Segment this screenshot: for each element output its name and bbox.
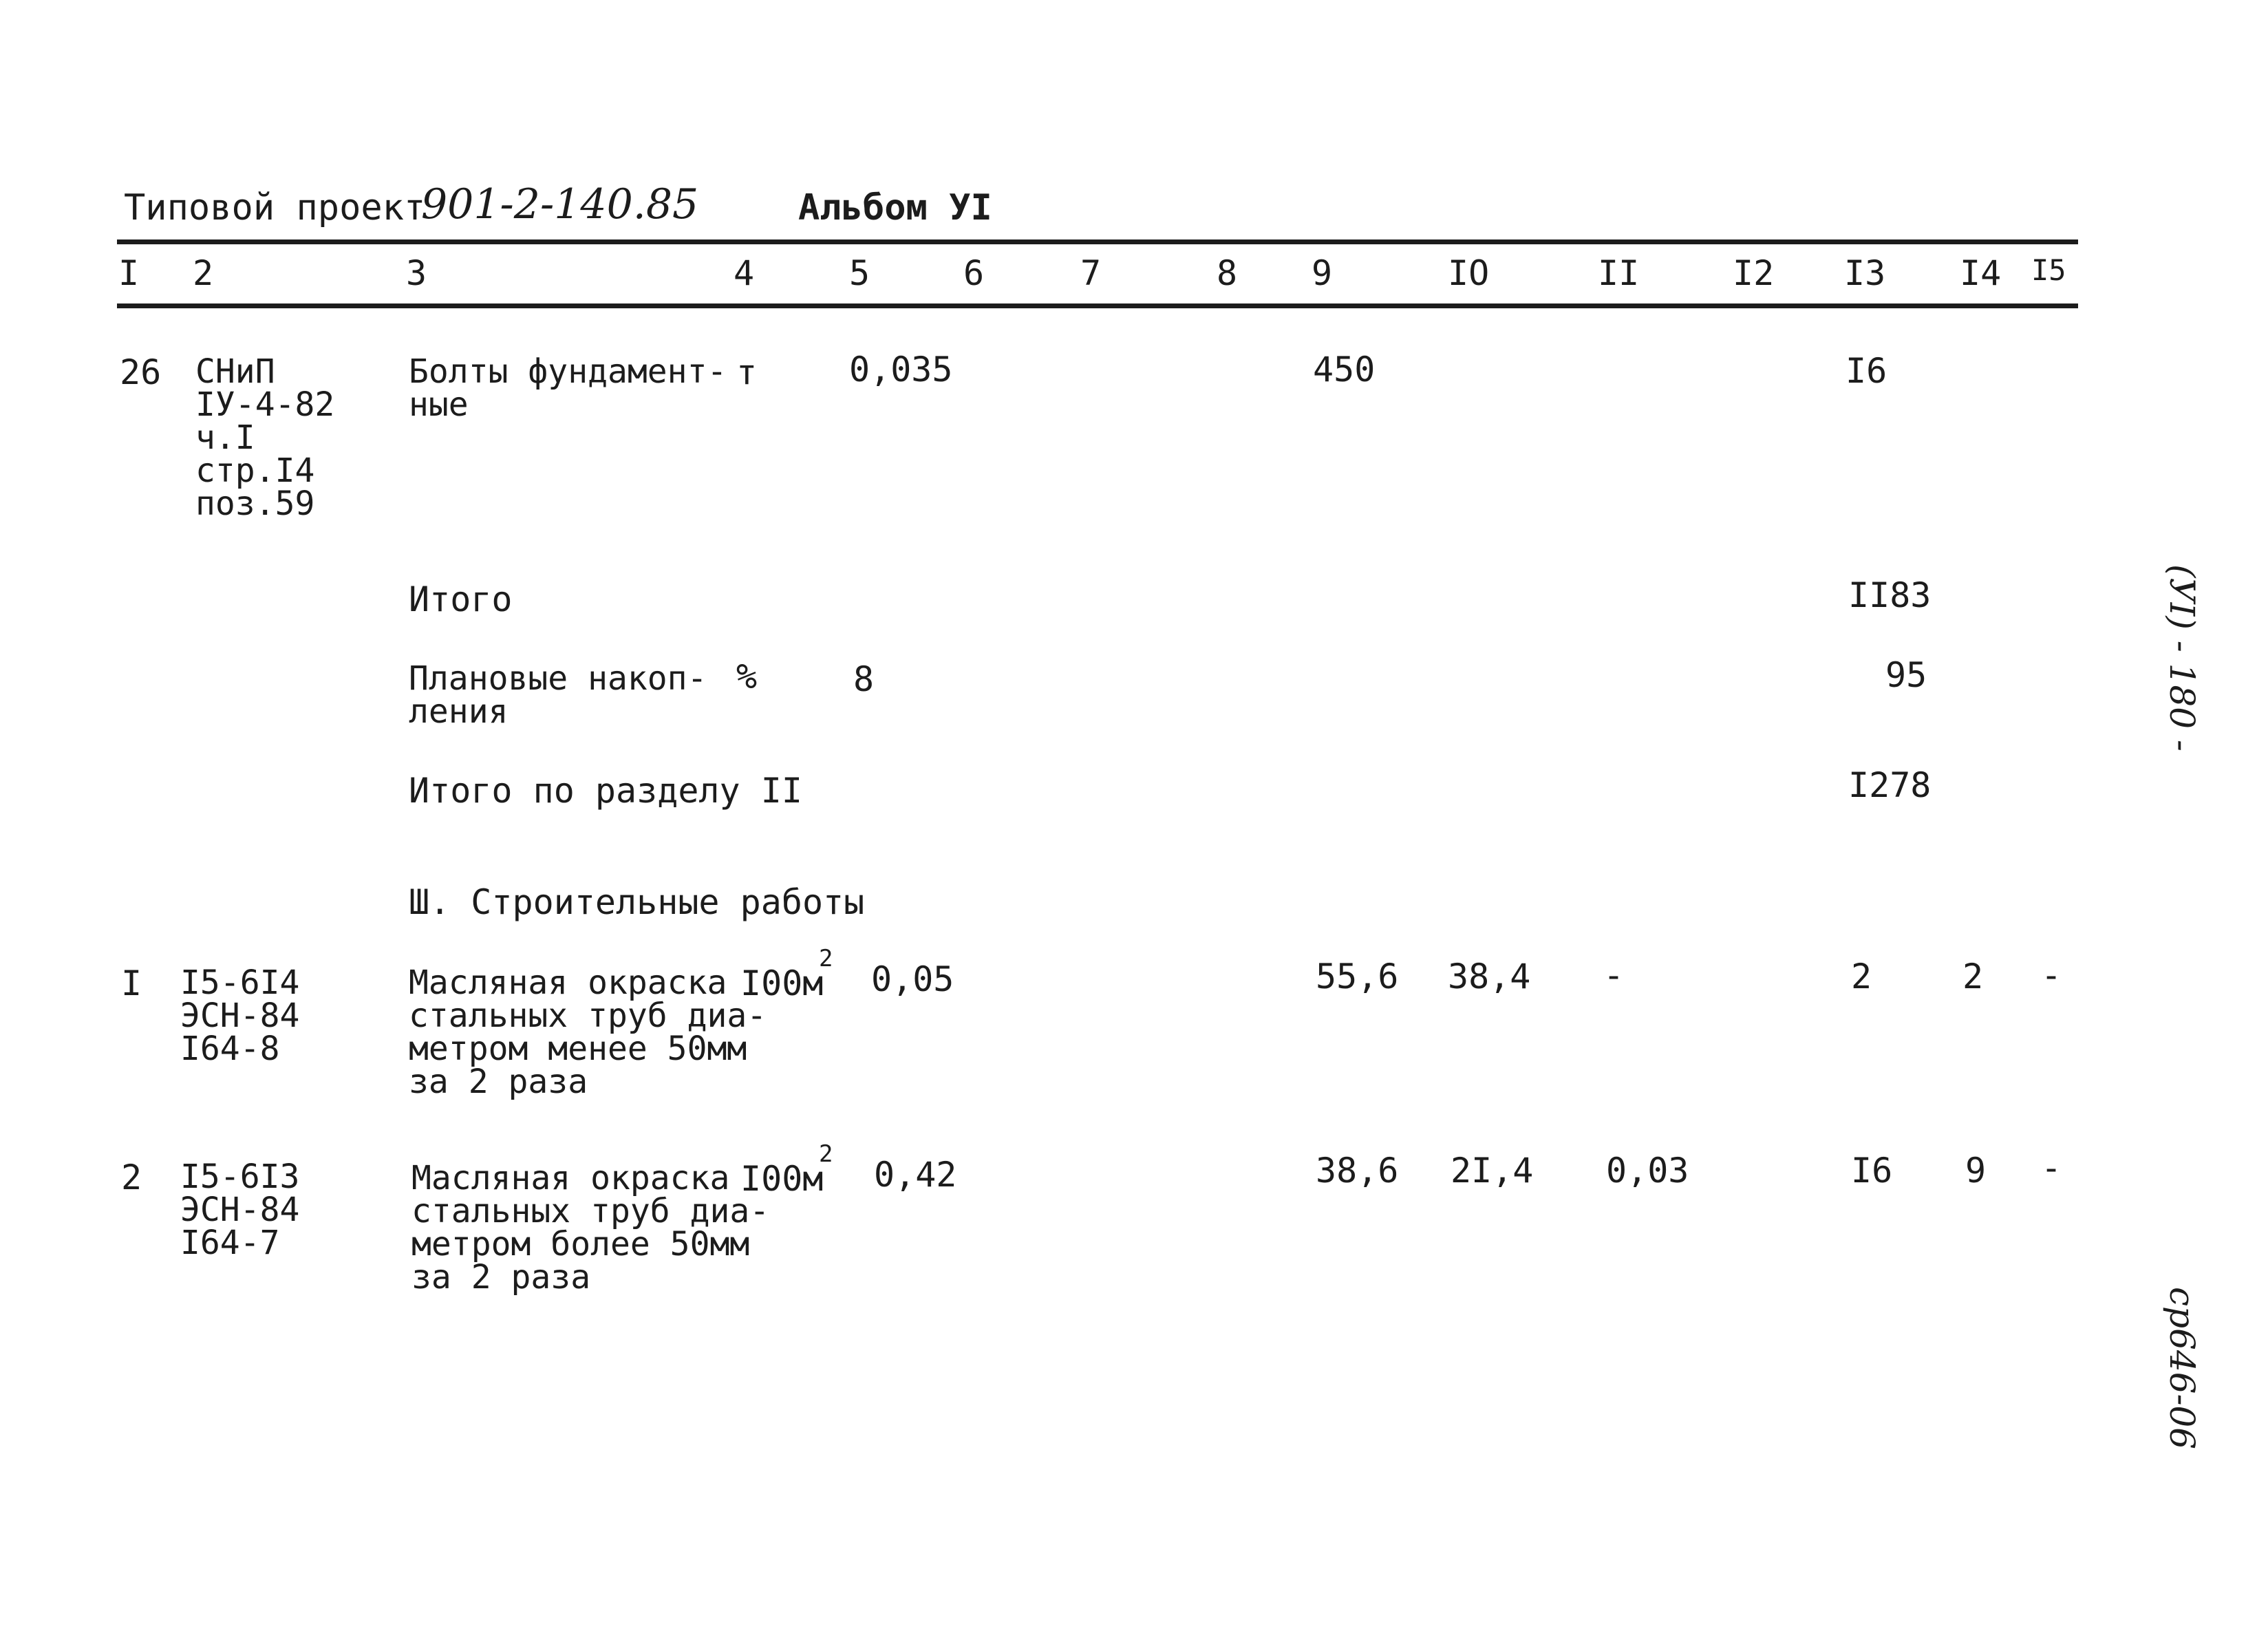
album-label: Альбом УI <box>798 187 992 228</box>
subtotal-label: Итого <box>409 579 513 619</box>
row-number: 26 <box>120 352 162 392</box>
project-label: Типовой проект <box>124 187 426 228</box>
row-qty: 0,035 <box>849 350 953 390</box>
row-col13: I6 <box>1846 351 1887 391</box>
header-bottom-rule <box>117 303 2078 308</box>
row-name: Болты фундамент- ные <box>409 352 727 424</box>
row-col9: 450 <box>1313 350 1376 390</box>
margin-archive-code: ср646-06 <box>2162 1287 2202 1449</box>
row-code: I5-6I4 ЭСН-84 I64-8 <box>180 963 300 1068</box>
section-total-label: Итого по разделу II <box>409 771 802 811</box>
row-code: I5-6I3 ЭСН-84 I64-7 <box>180 1158 300 1262</box>
col-num-14: I4 <box>1960 253 2002 293</box>
col-num-8: 8 <box>1217 253 1238 293</box>
col-num-3: 3 <box>406 253 427 293</box>
row-code: СНиП IУ-4-82 ч.I стр.I4 поз.59 <box>195 352 335 523</box>
col-num-12: I2 <box>1733 253 1775 293</box>
planned-savings-unit: % <box>736 657 758 696</box>
row-name: Масляная окраска стальных труб диа- метром более 50мм за 2 раза <box>411 1159 770 1297</box>
row-number: I <box>121 963 142 1003</box>
row-col14: 2 <box>1962 957 1984 996</box>
col-num-13: I3 <box>1844 253 1886 293</box>
row-qty: 0,42 <box>874 1155 957 1195</box>
col-num-11: II <box>1598 253 1640 293</box>
row-col15: - <box>2041 955 2062 995</box>
row-col10: 38,4 <box>1448 957 1531 996</box>
col-num-9: 9 <box>1312 253 1333 293</box>
col-num-4: 4 <box>734 253 755 293</box>
subtotal-value: II83 <box>1848 575 1932 615</box>
row-col9: 38,6 <box>1316 1151 1399 1191</box>
planned-savings-label: Плановые накоп- ления <box>409 659 707 731</box>
col-num-15: I5 <box>2031 253 2066 287</box>
row-col14: 9 <box>1965 1151 1987 1191</box>
col-num-7: 7 <box>1080 253 1102 293</box>
planned-savings-qty: 8 <box>853 659 875 699</box>
col-num-10: IO <box>1448 253 1490 293</box>
section-total-value: I278 <box>1848 765 1932 805</box>
col-num-2: 2 <box>193 253 214 293</box>
project-number: 901-2-140.85 <box>421 180 699 228</box>
col-num-5: 5 <box>849 253 870 293</box>
row-col11: - <box>1603 955 1625 995</box>
row-col13: 2 <box>1851 957 1872 996</box>
row-unit: I00м <box>740 963 824 1003</box>
row-qty: 0,05 <box>871 959 954 999</box>
row-unit-exponent: 2 <box>819 1140 833 1168</box>
row-number: 2 <box>121 1158 142 1197</box>
row-col15: - <box>2041 1148 2062 1188</box>
col-num-1: I <box>118 253 140 293</box>
row-col13: I6 <box>1851 1151 1893 1191</box>
row-unit: т <box>736 352 758 392</box>
row-unit: I00м <box>740 1159 824 1199</box>
margin-page-note: (УI) - 180 - <box>2162 564 2202 751</box>
row-col11: 0,03 <box>1606 1151 1689 1191</box>
row-col9: 55,6 <box>1316 957 1399 996</box>
row-unit-exponent: 2 <box>819 945 833 972</box>
planned-savings-value: 95 <box>1885 655 1927 695</box>
section-title: Ш. Строительные работы <box>409 882 865 922</box>
row-name: Масляная окраска стальных труб диа- метром менее 50мм за 2 раза <box>409 963 767 1101</box>
top-rule <box>117 239 2078 244</box>
row-col10: 2I,4 <box>1451 1151 1534 1191</box>
col-num-6: 6 <box>963 253 985 293</box>
